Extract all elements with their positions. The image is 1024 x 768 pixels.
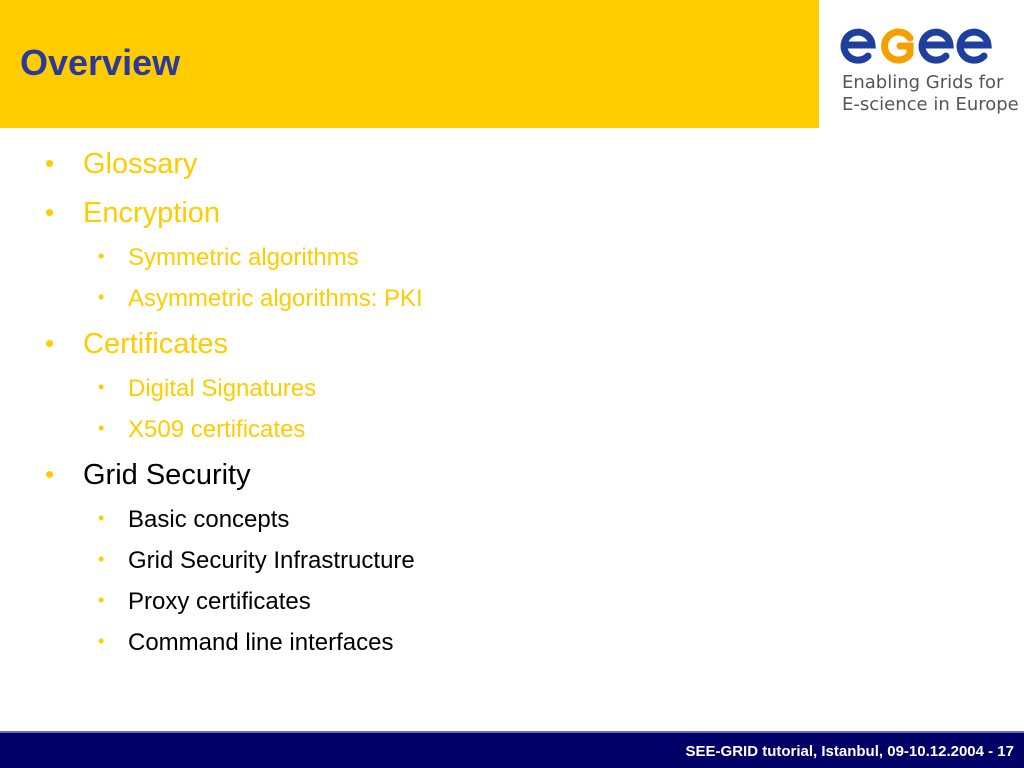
bullet-text: Certificates bbox=[83, 328, 229, 360]
bullet-item bbox=[45, 328, 229, 361]
sub-bullet-item bbox=[98, 629, 394, 657]
bullet-marker: • bbox=[45, 197, 55, 227]
bullet-marker: • bbox=[98, 418, 105, 438]
bullet-marker: • bbox=[98, 508, 105, 528]
bullet-marker: • bbox=[98, 590, 105, 610]
sub-bullet-item bbox=[98, 506, 290, 534]
bullet-text: Basic concepts bbox=[128, 506, 290, 533]
bullet-text: Grid Security Infrastructure bbox=[128, 547, 415, 574]
bullet-text: Symmetric algorithms bbox=[128, 244, 359, 271]
bullet-marker: • bbox=[45, 148, 55, 178]
bullet-marker: • bbox=[98, 549, 105, 569]
egee-logo-mark bbox=[838, 20, 998, 70]
logo-tagline-line1: Enabling Grids for bbox=[842, 72, 1004, 93]
bullet-text: Grid Security bbox=[83, 459, 251, 491]
sub-bullet-item bbox=[98, 244, 359, 272]
logo-tagline-line2: E-science in Europe bbox=[842, 94, 1019, 115]
footer-text: SEE-GRID tutorial, Istanbul, 09-10.12.2004 - 17 bbox=[685, 743, 1014, 760]
bullet-marker: • bbox=[45, 459, 55, 489]
sub-bullet-item bbox=[98, 375, 317, 403]
title-banner bbox=[0, 0, 819, 128]
bullet-text: Command line interfaces bbox=[128, 629, 394, 656]
bullet-item bbox=[45, 197, 221, 230]
footer-bar bbox=[0, 731, 1024, 768]
bullet-marker: • bbox=[98, 631, 105, 651]
sub-bullet-item bbox=[98, 588, 311, 616]
bullet-text: Proxy certificates bbox=[128, 588, 311, 615]
bullet-marker: • bbox=[98, 377, 105, 397]
egee-logo bbox=[838, 20, 1018, 120]
bullet-marker: • bbox=[98, 246, 105, 266]
bullet-marker: • bbox=[45, 328, 55, 358]
slide-title: Overview bbox=[20, 42, 181, 83]
bullet-item bbox=[45, 148, 198, 181]
bullet-marker: • bbox=[98, 287, 105, 307]
sub-bullet-item bbox=[98, 416, 306, 444]
bullet-text: Encryption bbox=[83, 197, 221, 229]
bullet-text: Asymmetric algorithms: PKI bbox=[128, 285, 423, 312]
bullet-text: X509 certificates bbox=[128, 416, 306, 443]
bullet-item bbox=[45, 459, 251, 492]
bullet-text: Glossary bbox=[83, 148, 198, 180]
sub-bullet-item bbox=[98, 285, 423, 313]
sub-bullet-item bbox=[98, 547, 415, 575]
bullet-text: Digital Signatures bbox=[128, 375, 317, 402]
